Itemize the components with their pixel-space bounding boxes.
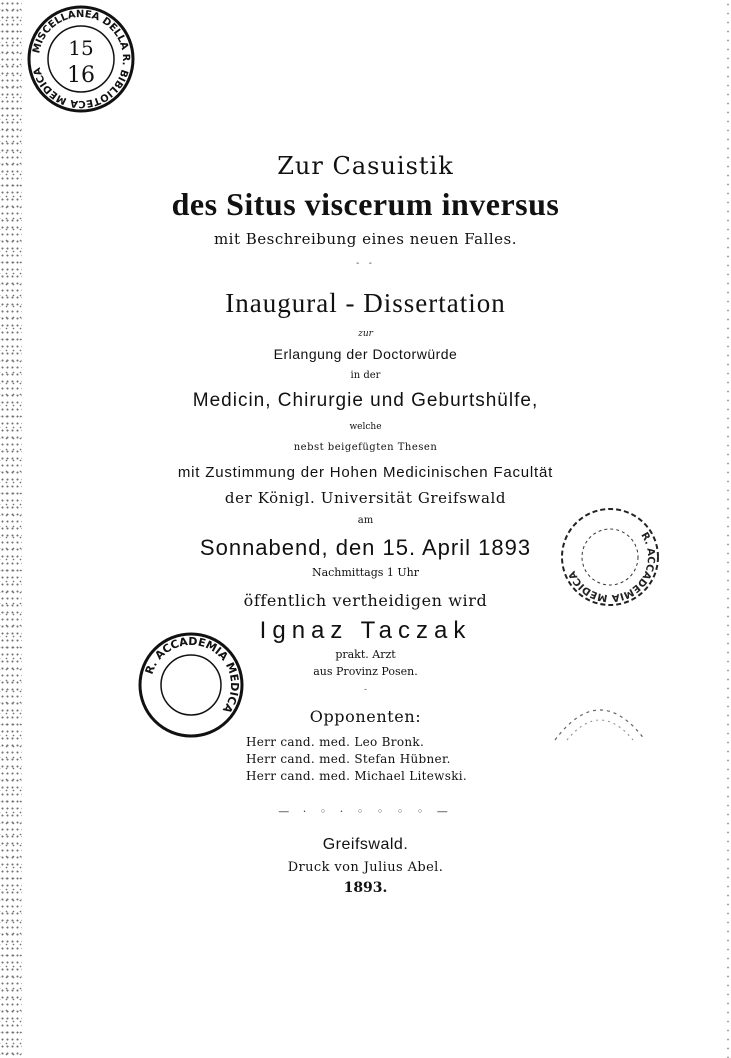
- text-oeffentlich: öffentlich vertheidigen wird: [243, 591, 488, 610]
- academy-stamp-right-ring: R. ACCADEMIA MEDICA: [567, 530, 657, 604]
- academy-stamp-right: [550, 505, 665, 610]
- text-nachmittags: Nachmittags 1 Uhr: [311, 566, 420, 579]
- opponent-3: Herr cand. med. Michael Litewski.: [246, 769, 468, 783]
- academy-stamp-left-ring: R. ACCADEMIA MEDICA: [142, 634, 242, 716]
- library-stamp-top-ring: MISCELLANEA DELLA R. BIBLIOTECA MEDICA: [31, 8, 132, 110]
- imprint-year: 1893.: [343, 880, 388, 896]
- opponent-1: Herr cand. med. Leo Bronk.: [246, 735, 425, 749]
- faint-stamp-ghost: [545, 690, 655, 750]
- text-faecher: Medicin, Chirurgie und Geburtshülfe,: [192, 390, 539, 411]
- author-name: Ignaz Taczak: [259, 617, 472, 644]
- subtitle: mit Beschreibung eines neuen Falles.: [213, 230, 518, 248]
- title-line-2: des Situs viscerum inversus: [171, 186, 560, 222]
- divider-dash: - -: [356, 258, 375, 269]
- academy-stamp-left: [136, 630, 246, 740]
- opponents-list: [246, 734, 467, 785]
- text-erlangung: Erlangung der Doctorwürde: [273, 346, 458, 362]
- opponent-2: Herr cand. med. Stefan Hübner.: [246, 752, 451, 766]
- imprint-printer: Druck von Julius Abel.: [287, 860, 444, 875]
- dissertation-heading: Inaugural - Dissertation: [225, 288, 506, 318]
- author-origin: aus Provinz Posen.: [313, 665, 418, 678]
- text-am: am: [357, 515, 374, 526]
- ornamental-separator: — · ◦ · ◦ ◦ ◦ ◦ —: [278, 805, 453, 818]
- text-welche: welche: [349, 422, 382, 432]
- title-line-1: Zur Casuistik: [277, 152, 454, 180]
- text-nebst: nebst beigefügten Thesen: [293, 442, 438, 453]
- imprint-city: Greifswald.: [322, 836, 409, 853]
- divider-small: -: [363, 685, 368, 695]
- library-stamp-top: [22, 2, 140, 116]
- text-zur: zur: [358, 329, 373, 339]
- text-in-der: in der: [350, 370, 381, 381]
- text-datum: Sonnabend, den 15. April 1893: [199, 535, 532, 560]
- opponents-heading: Opponenten:: [309, 707, 422, 726]
- text-zustimmung: mit Zustimmung der Hohen Medicinischen Facultät: [177, 464, 554, 481]
- text-universitaet: der Königl. Universität Greifswald: [224, 489, 507, 507]
- library-stamp-num1: 15: [68, 36, 94, 60]
- author-title: prakt. Arzt: [335, 648, 396, 661]
- library-stamp-num2: 16: [67, 63, 95, 88]
